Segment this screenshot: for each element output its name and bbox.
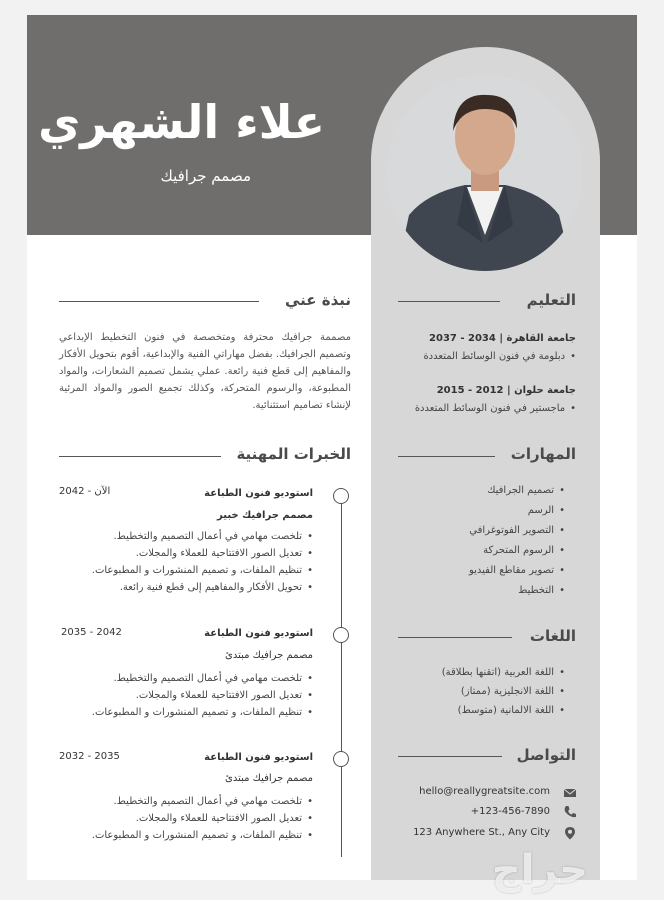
experience-heading: الخبرات المهنية xyxy=(236,445,351,463)
about-heading: نبذة عني xyxy=(284,291,351,309)
education-item-2-title: جامعة حلوان | 2012 - 2015 xyxy=(436,385,576,396)
job-3-bullet: • تلخصت مهامي في أعمال التصميم والتخطيط. xyxy=(114,796,314,807)
job-1-bullet: • تنظيم الملفات، و تصميم المنشورات و المطبوعات. xyxy=(92,565,313,576)
job-2-bullet: • تعديل الصور الافتتاحية للعملاء والمجلات. xyxy=(136,690,313,701)
education-item-1-title: جامعة القاهرة | 2034 - 2037 xyxy=(429,333,576,344)
job-3-bullet: • تنظيم الملفات، و تصميم المنشورات و المطبوعات. xyxy=(92,830,313,841)
job-title: مصمم جرافيك xyxy=(160,167,251,185)
job-3-bullet: • تعديل الصور الافتتاحية للعملاء والمجلات. xyxy=(136,813,313,824)
skill-item: • الرسم xyxy=(528,505,565,516)
job-3-role: مصمم جرافيك مبتدئ xyxy=(225,773,313,784)
job-1-bullet: • تعديل الصور الافتتاحية للعملاء والمجلات. xyxy=(136,548,313,559)
education-item-2-detail: • ماجستير في فنون الوسائط المتعددة xyxy=(415,403,576,414)
skill-item: • الرسوم المتحركة xyxy=(483,545,565,556)
contact-phone[interactable]: +123-456-7890 xyxy=(470,806,550,817)
job-1-date: 2042 - الآن xyxy=(59,486,111,497)
skills-heading: المهارات xyxy=(510,445,576,463)
skill-item: • التصوير الفوتوغرافي xyxy=(469,525,565,536)
skill-item: • التخطيط xyxy=(518,585,565,596)
contact-address: 123 Anywhere St., Any City xyxy=(413,827,550,838)
languages-divider xyxy=(398,637,512,638)
contact-divider xyxy=(398,756,502,757)
job-3-date: 2032 - 2035 xyxy=(59,751,120,762)
experience-divider xyxy=(59,456,221,457)
job-2-company: استوديو فنون الطباعة xyxy=(204,628,313,639)
skill-item: • تصوير مقاطع الفيديو xyxy=(469,565,565,576)
language-item: • اللغة الالمانية (متوسط) xyxy=(458,705,565,716)
language-item: • اللغة الانجليزية (ممتاز) xyxy=(461,686,565,697)
education-divider xyxy=(398,301,500,302)
job-2-bullet: • تلخصت مهامي في أعمال التصميم والتخطيط. xyxy=(114,673,314,684)
about-divider xyxy=(59,301,259,302)
job-2-bullet: • تنظيم الملفات، و تصميم المنشورات و المطبوعات. xyxy=(92,707,313,718)
language-item: • اللغة العربية (اتقنها بطلاقة) xyxy=(442,667,565,678)
education-heading: التعليم xyxy=(526,291,576,309)
resume-page xyxy=(27,15,637,880)
contact-email[interactable]: hello@reallygreatsite.com xyxy=(419,786,550,797)
job-1-role: مصمم جرافيك خبير xyxy=(217,510,313,521)
languages-heading: اللغات xyxy=(529,627,576,645)
profile-photo xyxy=(387,75,583,271)
education-item-1-detail: • دبلومة في فنون الوسائط المتعددة xyxy=(423,351,576,362)
job-1-bullet: • تلخصت مهامي في أعمال التصميم والتخطيط. xyxy=(114,531,314,542)
job-1-bullet: • تحويل الأفكار والمفاهيم إلى قطع فنية رائعة. xyxy=(120,582,313,593)
about-text: مصممة جرافيك محترفة ومتخصصة في فنون التخطيط الإبداعي وتصميم الجرافيك. بفضل مهاراتي الفنية والإبداعية، أقوم بتحويل الأفكار والمفاهيم إلى قطع فنية رائعة. عملي يشمل تصميم الشعارات، والمواد المطبوعة، والرسوم المتحركة، وكذلك تجميع الصور والمواد المرئية لإنشاء تصاميم استثنائية. xyxy=(59,332,351,411)
timeline-dot xyxy=(333,751,349,767)
job-3-company: استوديو فنون الطباعة xyxy=(204,752,313,763)
job-2-date: 2035 - 2042 xyxy=(61,627,122,638)
email-icon xyxy=(563,786,577,800)
skills-divider xyxy=(398,456,495,457)
location-pin-icon xyxy=(563,826,577,840)
phone-icon xyxy=(563,805,577,819)
watermark-logo xyxy=(440,845,640,895)
watermark-text: حراج xyxy=(491,847,589,893)
job-1-company: استوديو فنون الطباعة xyxy=(204,488,313,499)
skill-item: • تصميم الجرافيك xyxy=(487,485,565,496)
timeline-dot xyxy=(333,627,349,643)
timeline-line xyxy=(341,495,342,857)
person-name: علاء الشهري xyxy=(38,95,325,149)
job-2-role: مصمم جرافيك مبتدئ xyxy=(225,650,313,661)
contact-heading: التواصل xyxy=(516,746,576,764)
timeline-dot xyxy=(333,488,349,504)
